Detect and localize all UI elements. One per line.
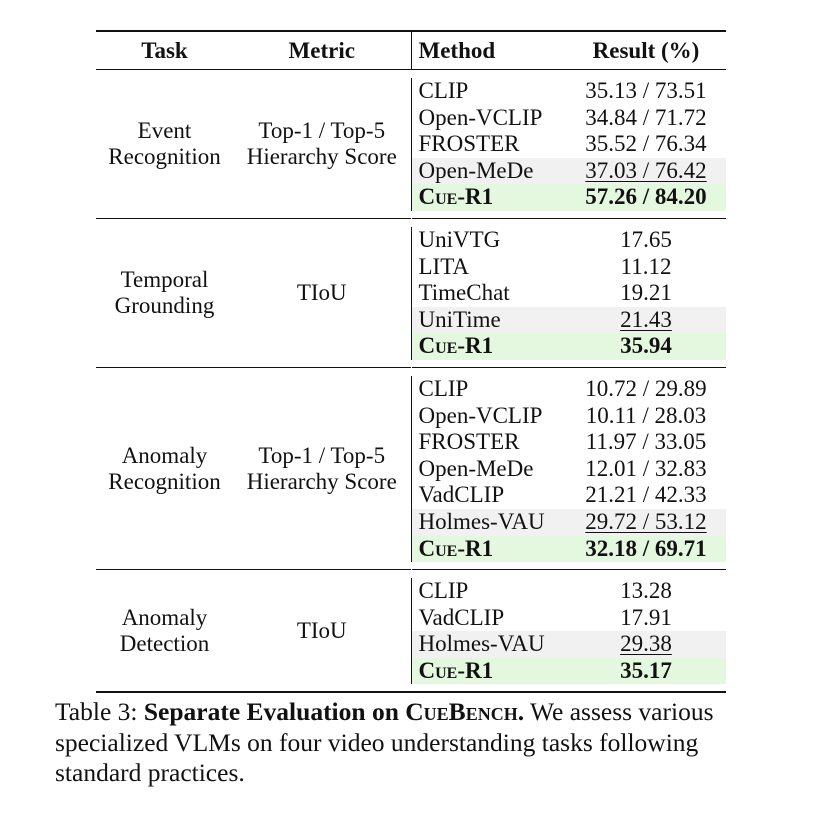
table-group (96, 570, 726, 693)
result-cell (566, 333, 726, 360)
table-group (96, 70, 726, 219)
result-value: 13.28 (620, 578, 672, 604)
result-cell (566, 254, 726, 281)
metric-line: Hierarchy Score (246, 469, 397, 495)
task-cell (96, 578, 233, 684)
metric-cell (233, 578, 411, 684)
result-cell (566, 105, 726, 132)
method-cell (411, 456, 566, 483)
table-group (96, 218, 726, 367)
method-name: CLIP (418, 78, 469, 103)
result-cell (566, 78, 726, 105)
caption-title (144, 697, 524, 726)
result-value: 35.13 / 73.51 (585, 78, 707, 103)
task-line: Anomaly (121, 605, 208, 631)
method-cell (411, 605, 566, 632)
result-value: 10.72 / 29.89 (585, 375, 707, 401)
result-value: 11.12 (620, 253, 672, 279)
header-result: Result (%) (566, 31, 726, 70)
caption-title-suffix: . (517, 697, 525, 726)
result-value: 10.11 / 28.03 (585, 402, 707, 428)
result-cell (566, 280, 726, 307)
result-value: 12.01 / 32.83 (585, 455, 707, 481)
method-name: Cue-R1 (418, 333, 494, 359)
method-cell (411, 482, 566, 509)
task-line: Recognition (108, 469, 221, 495)
method-name: Open-VCLIP (418, 402, 543, 428)
table-group (96, 367, 726, 569)
task-line: Event (137, 118, 192, 144)
header-method: Method (411, 31, 566, 70)
metric-line: Top-1 / Top-5 (258, 118, 386, 144)
method-name: VadCLIP (418, 604, 505, 630)
method-name: Holmes-VAU (418, 631, 545, 657)
result-value: 29.38 (620, 631, 672, 657)
metric-line: TIoU (296, 280, 347, 306)
result-value: 11.97 / 33.05 (585, 429, 707, 455)
result-cell (566, 658, 726, 685)
method-cell (411, 254, 566, 281)
result-cell (566, 158, 726, 185)
results-table-container (96, 30, 726, 693)
metric-line: Hierarchy Score (246, 144, 397, 170)
result-cell (566, 605, 726, 632)
method-cell (411, 631, 566, 658)
method-name: Cue-R1 (418, 657, 494, 683)
result-cell (566, 429, 726, 456)
method-cell (411, 280, 566, 307)
method-name: UniTime (418, 306, 501, 332)
method-cell (411, 658, 566, 685)
header-metric: Metric (233, 31, 411, 70)
caption-title-name: CueBench (405, 697, 518, 726)
result-value: 35.17 (620, 657, 672, 683)
result-cell (566, 376, 726, 403)
result-value: 37.03 / 76.42 (585, 157, 707, 183)
method-cell (411, 105, 566, 132)
caption-title-prefix: Separate Evaluation on (143, 697, 406, 726)
result-value: 35.52 / 76.34 (585, 131, 707, 157)
method-name: FROSTER (418, 131, 520, 157)
task-line: Anomaly (121, 443, 208, 469)
result-value: 57.26 / 84.20 (585, 184, 707, 210)
header-task: Task (96, 31, 233, 70)
method-name: LITA (418, 253, 470, 279)
table-row (96, 227, 726, 254)
result-cell (566, 131, 726, 158)
method-cell (411, 158, 566, 185)
result-cell (566, 184, 726, 211)
method-cell (411, 184, 566, 211)
task-line: Temporal (120, 267, 209, 293)
method-cell (411, 227, 566, 254)
task-line: Recognition (108, 144, 221, 170)
method-name: Open-VCLIP (418, 104, 543, 130)
result-value: 19.21 (620, 280, 672, 306)
table-row (96, 578, 726, 605)
table-row (96, 376, 726, 403)
method-name: CLIP (418, 375, 469, 401)
result-value: 34.84 / 71.72 (585, 104, 707, 130)
method-name: UniVTG (418, 226, 501, 252)
method-name: Open-MeDe (418, 455, 534, 481)
task-line: Detection (119, 631, 210, 657)
result-cell (566, 578, 726, 605)
result-value: 32.18 / 69.71 (585, 535, 707, 561)
method-name: Holmes-VAU (418, 508, 545, 534)
table-row (96, 78, 726, 105)
result-value: 17.65 (620, 226, 672, 252)
method-name: VadCLIP (418, 482, 505, 508)
method-cell (411, 307, 566, 334)
metric-cell (233, 227, 411, 360)
method-cell (411, 578, 566, 605)
metric-line: TIoU (296, 618, 347, 644)
result-cell (566, 403, 726, 430)
metric-cell (233, 78, 411, 211)
result-value: 29.72 / 53.12 (585, 508, 707, 534)
method-name: Cue-R1 (418, 535, 494, 561)
result-cell (566, 227, 726, 254)
method-name: CLIP (418, 578, 469, 604)
task-cell (96, 78, 233, 211)
method-cell (411, 333, 566, 360)
results-table (96, 30, 726, 693)
metric-cell (233, 376, 411, 562)
caption-label: Table 3: (55, 697, 138, 726)
method-cell (411, 429, 566, 456)
result-cell (566, 456, 726, 483)
task-cell (96, 376, 233, 562)
result-value: 17.91 (620, 604, 672, 630)
table-header-row (96, 31, 726, 70)
method-name: Open-MeDe (418, 157, 534, 183)
result-cell (566, 509, 726, 536)
result-value: 21.43 (620, 306, 672, 332)
method-name: TimeChat (418, 280, 510, 306)
method-cell (411, 376, 566, 403)
method-cell (411, 131, 566, 158)
method-cell (411, 509, 566, 536)
result-value: 21.21 / 42.33 (585, 482, 707, 508)
result-cell (566, 482, 726, 509)
method-name: Cue-R1 (418, 184, 494, 210)
method-cell (411, 536, 566, 563)
result-cell (566, 631, 726, 658)
table-caption (55, 697, 775, 789)
result-value: 35.94 (620, 333, 672, 359)
method-cell (411, 403, 566, 430)
task-line: Grounding (114, 293, 215, 319)
caption-body: We assess various specialized VLMs on four video understanding tasks following standard practices. (55, 697, 714, 787)
result-cell (566, 536, 726, 563)
method-name: FROSTER (418, 429, 520, 455)
task-cell (96, 227, 233, 360)
result-cell (566, 307, 726, 334)
metric-line: Top-1 / Top-5 (258, 443, 386, 469)
method-cell (411, 78, 566, 105)
